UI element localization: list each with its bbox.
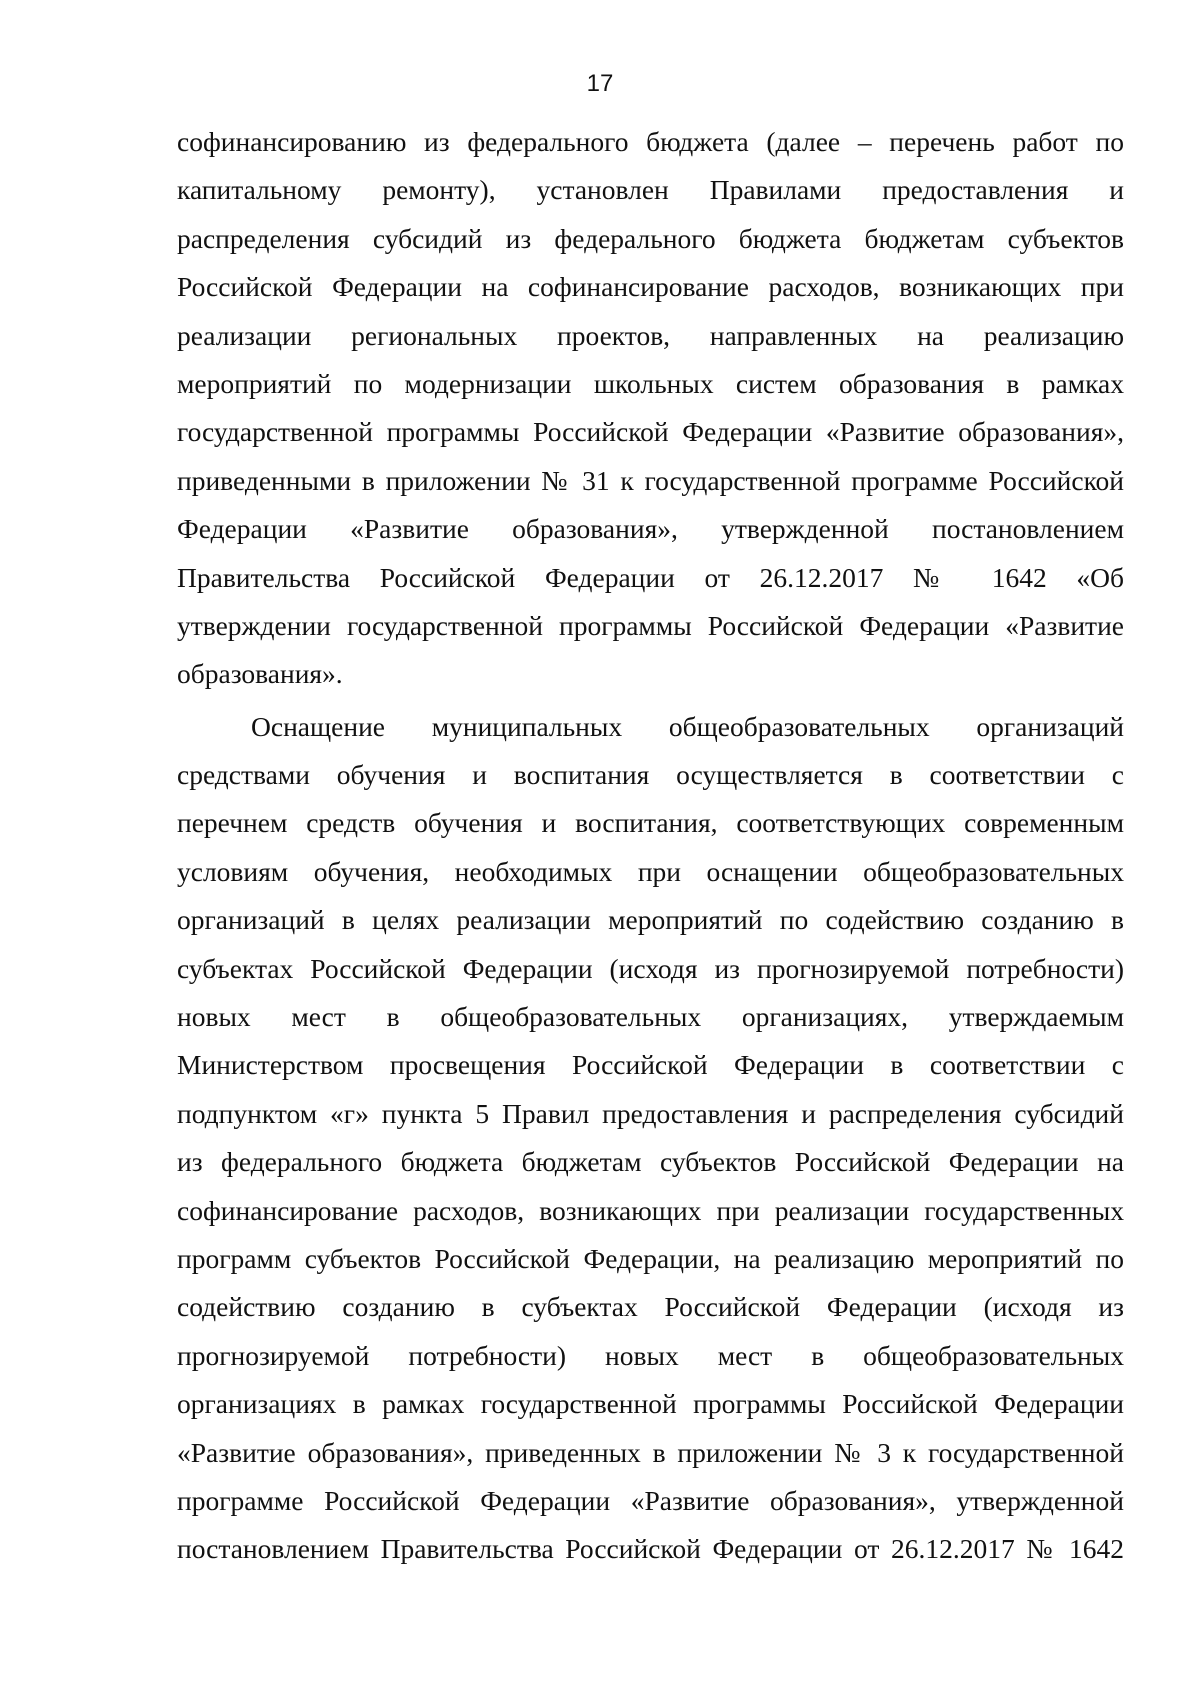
text-line: содействию созданию в субъектах Российской Федерации (исходя из xyxy=(177,1291,1124,1323)
text-line: программе Российской Федерации «Развитие образования», утвержденной xyxy=(177,1484,1124,1516)
text-line: мероприятий по модернизации школьных систем образования в рамках xyxy=(177,367,1124,399)
text-line: организаций в целях реализации мероприятий по содействию созданию в xyxy=(177,904,1124,936)
text-line: перечнем средств обучения и воспитания, соответствующих современным xyxy=(177,807,1124,839)
text-line: постановлением Правительства Российской Федерации от 26.12.2017 № 1642 xyxy=(177,1533,1124,1565)
text-line: новых мест в общеобразовательных организациях, утверждаемым xyxy=(177,1001,1124,1033)
text-line: программ субъектов Российской Федерации, на реализацию мероприятий по xyxy=(177,1242,1124,1274)
text-line: средствами обучения и воспитания осуществляется в соответствии с xyxy=(177,759,1124,791)
text-line: подпунктом «г» пункта 5 Правил предоставления и распределения субсидий xyxy=(177,1097,1124,1129)
page-number: 17 xyxy=(586,70,614,97)
text-line: реализации региональных проектов, направленных на реализацию xyxy=(177,319,1124,351)
text-line: прогнозируемой потребности) новых мест в общеобразовательных xyxy=(177,1339,1124,1371)
text-line: Оснащение муниципальных общеобразовательных организаций xyxy=(251,710,1124,742)
text-line: из федерального бюджета бюджетам субъектов Российской Федерации на xyxy=(177,1146,1124,1178)
document-body xyxy=(177,118,1124,1574)
text-line: распределения субсидий из федерального бюджета бюджетам субъектов xyxy=(177,222,1124,254)
text-line: «Развитие образования», приведенных в приложении № 3 к государственной xyxy=(177,1436,1124,1468)
text-line: Правительства Российской Федерации от 26.12.2017 № 1642 «Об xyxy=(177,561,1124,593)
text-line: условиям обучения, необходимых при оснащении общеобразовательных xyxy=(177,855,1124,887)
text-line: Министерством просвещения Российской Федерации в соответствии с xyxy=(177,1049,1124,1081)
text-line: утверждении государственной программы Российской Федерации «Развитие xyxy=(177,609,1124,641)
text-line: софинансированию из федерального бюджета (далее – перечень работ по xyxy=(177,126,1124,157)
text-line: государственной программы Российской Федерации «Развитие образования», xyxy=(177,416,1124,448)
text-line: приведенными в приложении № 31 к государственной программе Российской xyxy=(177,464,1124,496)
text-line: организациях в рамках государственной программы Российской Федерации xyxy=(177,1388,1124,1420)
text-line: Федерации «Развитие образования», утвержденной постановлением xyxy=(177,513,1124,545)
text-line: Российской Федерации на софинансирование расходов, возникающих при xyxy=(177,271,1124,303)
text-line: капитальному ремонту), установлен Правилами предоставления и xyxy=(177,174,1124,206)
paragraph-1 xyxy=(177,118,1124,699)
text-line: софинансирование расходов, возникающих при реализации государственных xyxy=(177,1194,1124,1226)
text-line: образования». xyxy=(177,658,343,690)
paragraph-2 xyxy=(177,703,1124,1574)
text-line: субъектах Российской Федерации (исходя из прогнозируемой потребности) xyxy=(177,952,1124,984)
